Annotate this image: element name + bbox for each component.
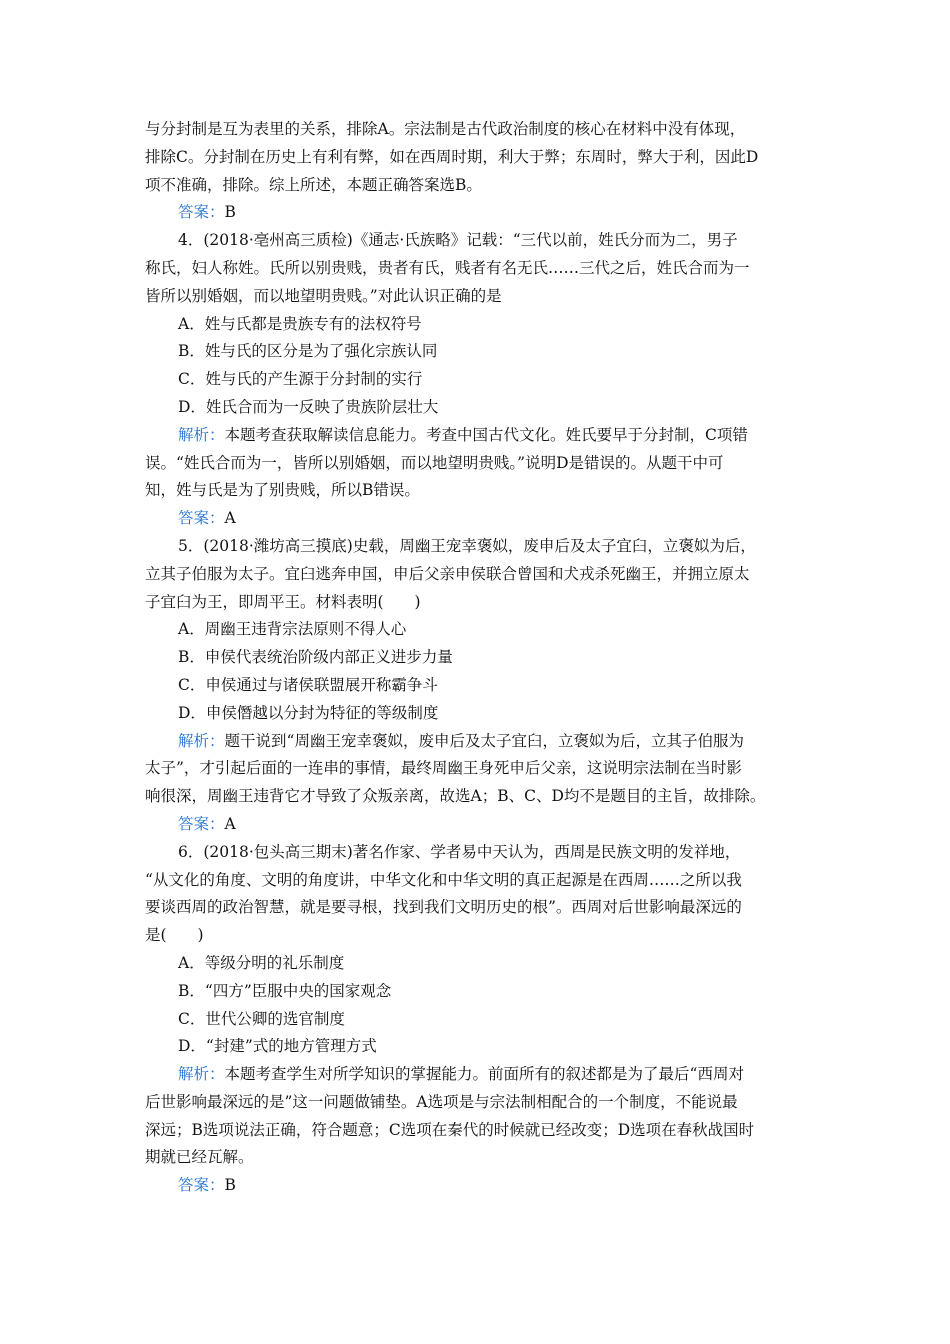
- analysis-text: 本题考查获取解读信息能力。考查中国古代文化。姓氏要早于分封制，C项错: [224, 425, 748, 444]
- text-line: 与分封制是互为表里的关系，排除A。宗法制是古代政治制度的核心在材料中没有体现，: [145, 120, 746, 138]
- analysis-label: 解析：: [178, 1065, 225, 1084]
- question-stem-line: “从文化的角度、文明的角度讲，中华文化和中华文明的真正起源是在西周……之所以我: [145, 870, 742, 889]
- answer-line: [145, 811, 807, 839]
- analysis-line: [145, 728, 807, 756]
- question-stem-line: 4．(2018·亳州高三质检)《通志·氏族略》记载：“三代以前，姓氏分而为二，男子: [178, 231, 738, 250]
- question-stem-line: 5．(2018·潍坊高三摸底)史载，周幽王宠幸褒姒，废申后及太子宜臼，立褒姒为后，: [178, 536, 756, 555]
- analysis-line: 响很深，周幽王违背它才导致了众叛亲离，故选A；B、C、D均不是题目的主旨，故排除。: [145, 787, 766, 806]
- option-a: A．等级分明的礼乐制度: [178, 953, 345, 972]
- option-d: D．姓氏合而为一反映了贵族阶层壮大: [178, 397, 439, 416]
- analysis-line: [145, 1061, 807, 1089]
- answer-label: 答案：: [178, 814, 225, 833]
- answer-line: [145, 1172, 807, 1200]
- option-d: D．申侯僭越以分封为特征的等级制度: [178, 703, 439, 722]
- option-c: C．世代公卿的选官制度: [178, 1009, 345, 1028]
- analysis-text: 题干说到“周幽王宠幸褒姒，废申后及太子宜臼，立褒姒为后，立其子伯服为: [224, 731, 744, 750]
- analysis-line: [145, 422, 807, 450]
- question-stem-line: 是( ): [145, 926, 204, 945]
- answer-value: B: [224, 203, 236, 222]
- question-stem-line: 皆所以别婚姻，而以地望明贵贱。”对此认识正确的是: [145, 286, 502, 305]
- analysis-line: 期就已经瓦解。: [145, 1148, 254, 1167]
- question-stem-line: 6．(2018·包头高三期末)著名作家、学者易中天认为，西周是民族文明的发祥地，: [178, 842, 741, 861]
- analysis-line: 太子”，才引起后面的一连串的事情，最终周幽王身死申后父亲，这说明宗法制在当时影: [145, 759, 742, 778]
- analysis-line: 后世影响最深远的是”这一问题做铺垫。A选项是与宗法制相配合的一个制度，不能说最: [145, 1092, 738, 1111]
- intro-analysis: [145, 116, 807, 199]
- answer-line: [145, 505, 807, 533]
- question-5: [145, 533, 807, 839]
- answer-label: 答案：: [178, 1176, 225, 1195]
- option-a: A．周幽王违背宗法原则不得人心: [178, 620, 407, 639]
- answer-label: 答案：: [178, 509, 225, 528]
- answer-value: B: [224, 1176, 236, 1195]
- document-content: [145, 116, 807, 1200]
- option-b: B．姓与氏的区分是为了强化宗族认同: [178, 342, 438, 361]
- analysis-line: 深远；B选项说法正确，符合题意；C选项在秦代的时候就已经改变；D选项在春秋战国时: [145, 1120, 755, 1139]
- analysis-label: 解析：: [178, 731, 225, 750]
- question-stem-line: 称氏，妇人称姓。氏所以别贵贱，贵者有氏，贱者有名无氏……三代之后，姓氏合而为一: [145, 258, 750, 277]
- option-a: A．姓与氏都是贵族专有的法权符号: [178, 314, 422, 333]
- question-stem-line: 要谈西周的政治智慧，就是要寻根，找到我们文明历史的根”。西周对后世影响最深远的: [145, 898, 742, 917]
- option-c: C．申侯通过与诸侯联盟展开称霸争斗: [178, 675, 438, 694]
- analysis-label: 解析：: [178, 425, 225, 444]
- option-b: B．申侯代表统治阶级内部正义进步力量: [178, 648, 453, 667]
- option-b: B．“四方”臣服中央的国家观念: [178, 981, 392, 1000]
- analysis-line: 知，姓与氏是为了别贵贱，所以B错误。: [145, 481, 420, 500]
- text-line: 项不准确，排除。综上所述，本题正确答案选B。: [145, 175, 482, 194]
- option-c: C．姓与氏的产生源于分封制的实行: [178, 370, 423, 389]
- option-d: D．“封建”式的地方管理方式: [178, 1037, 377, 1056]
- text-line: 排除C。分封制在历史上有利有弊，如在西周时期，利大于弊；东周时，弊大于利，因此D: [145, 147, 759, 166]
- question-stem-line: 立其子伯服为太子。宜臼逃奔申国，申后父亲申侯联合曾国和犬戎杀死幽王，并拥立原太: [145, 564, 750, 583]
- answer-value: A: [224, 814, 236, 833]
- question-6: [145, 839, 807, 1200]
- question-stem-line: 子宜臼为王，即周平王。材料表明( ): [145, 592, 421, 611]
- answer-line: [145, 199, 807, 227]
- analysis-text: 本题考查学生对所学知识的掌握能力。前面所有的叙述都是为了最后“西周对: [224, 1065, 744, 1084]
- answer-label: 答案：: [178, 203, 225, 222]
- answer-value: A: [224, 509, 236, 528]
- question-4: [145, 227, 807, 533]
- analysis-line: 误。“姓氏合而为一，皆所以别婚姻，而以地望明贵贱。”说明D是错误的。从题干中可: [145, 453, 724, 472]
